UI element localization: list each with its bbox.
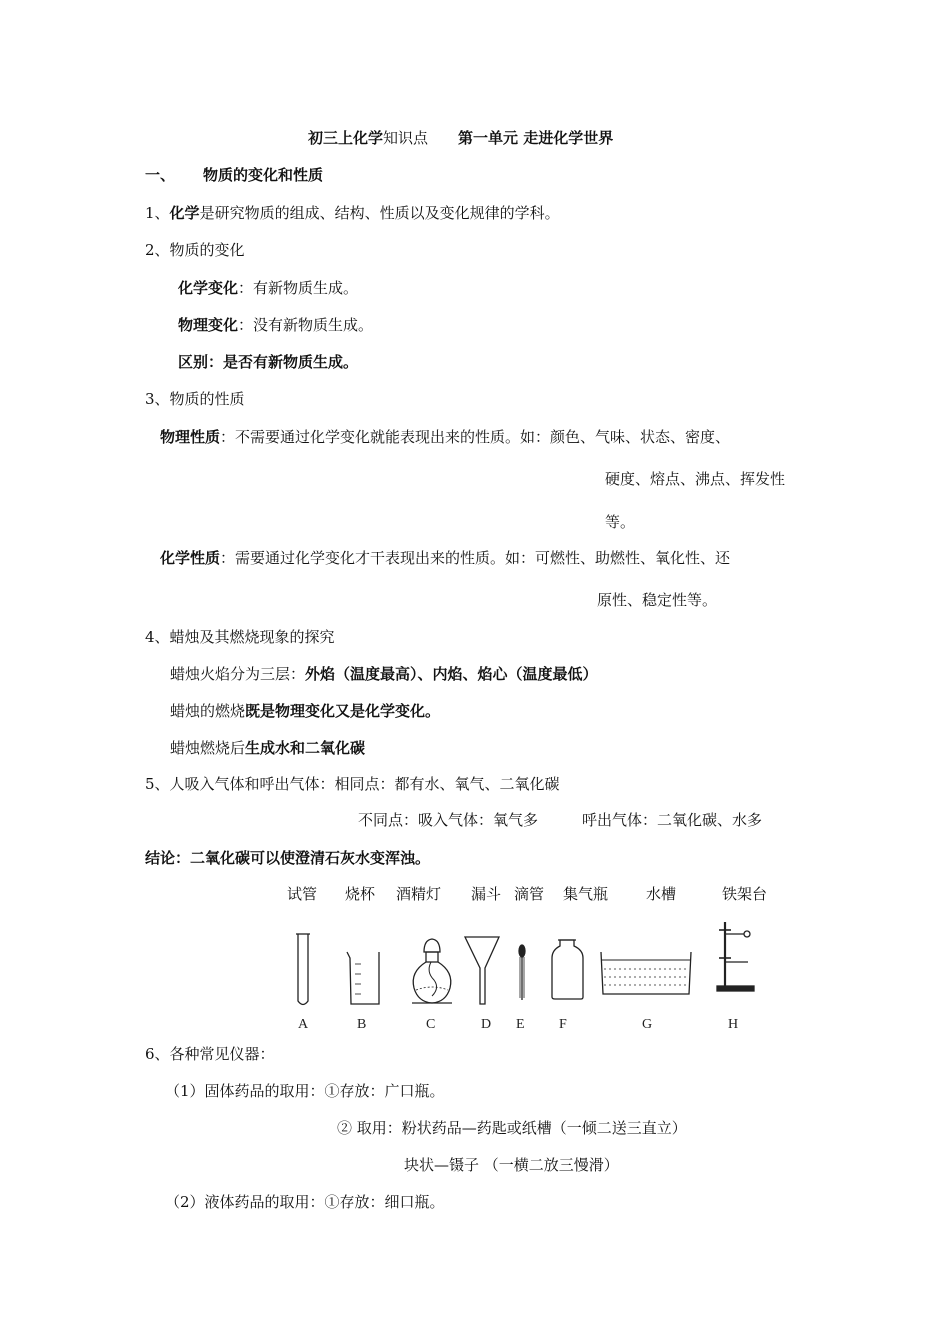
iron-stand-icon [717, 922, 754, 991]
phys-property-line3: 等。 [605, 513, 636, 531]
liquid-storage-line: （2）液体药品的取用：①存放：细口瓶。 [165, 1193, 445, 1211]
item5-exhale: 呼出气体：二氧化碳、水多 [582, 811, 763, 829]
flame-prefix: 蜡烛火焰分为三层： [170, 665, 306, 683]
apparatus-name-test-tube: 试管 [287, 885, 318, 903]
apparatus-letter-a: A [298, 1017, 309, 1032]
title-part2: 知识点 [383, 129, 429, 147]
chem-change-term: 化学变化 [178, 279, 239, 297]
apparatus-letter-g: G [642, 1017, 653, 1032]
flame-layers: 外焰（温度最高）、内焰、焰心（温度最低） [305, 665, 598, 683]
apparatus-letter-b: B [357, 1017, 367, 1032]
chem-change-text: ：有新物质生成。 [238, 279, 359, 297]
phys-property-text1: ：不需要通过化学变化就能表现出来的性质。如：颜色、气味、状态、密度、 [220, 428, 731, 446]
apparatus-name-gas-jar: 集气瓶 [563, 885, 609, 903]
section-title: 物质的变化和性质 [203, 166, 324, 184]
item5-inhale: 不同点：吸入气体：氧气多 [358, 811, 539, 829]
phys-property-term: 物理性质 [160, 428, 221, 446]
apparatus-letter-f: F [559, 1017, 567, 1032]
item6-label: 6、各种常见仪器： [145, 1045, 275, 1063]
burn-nature: 既是物理变化又是化学变化。 [245, 702, 441, 720]
apparatus-name-funnel: 漏斗 [471, 885, 502, 903]
chem-property-line2: 原性、稳定性等。 [597, 591, 718, 609]
phys-change-text: ：没有新物质生成。 [238, 316, 374, 334]
item3-label: 3、物质的性质 [145, 390, 245, 408]
chem-property-text1: ：需要通过化学变化才干表现出来的性质。如：可燃性、助燃性、氧化性、还 [220, 549, 731, 567]
after-prefix: 蜡烛燃烧后 [170, 739, 246, 757]
apparatus-name-water-trough: 水槽 [646, 885, 677, 903]
solid-powder-line: ② 取用：粉状药品—药匙或纸槽（一倾二送三直立） [337, 1119, 687, 1137]
title-part1: 初三上化学 [308, 129, 384, 147]
apparatus-letter-c: C [426, 1017, 436, 1032]
item5-line1: 5、人吸入气体和呼出气体：相同点：都有水、氧气、二氧化碳 [145, 775, 560, 793]
item1-term: 化学 [169, 204, 200, 222]
burn-products: 生成水和二氧化碳 [245, 739, 366, 757]
funnel-icon [465, 937, 499, 1004]
item1-number: 1、 [145, 204, 170, 222]
item1-text: 是研究物质的组成、结构、性质以及变化规律的学科。 [199, 204, 560, 222]
gas-jar-icon [552, 940, 583, 999]
apparatus-name-beaker: 烧杯 [345, 885, 376, 903]
burn-prefix: 蜡烛的燃烧 [170, 702, 246, 720]
item4-label: 4、蜡烛及其燃烧现象的探究 [145, 628, 335, 646]
beaker-icon [347, 952, 379, 1004]
dropper-icon [519, 945, 525, 1000]
title-part3: 第一单元 走进化学世界 [458, 129, 614, 147]
apparatus-letter-e: E [516, 1017, 525, 1032]
apparatus-name-alcohol-lamp: 酒精灯 [396, 885, 442, 903]
test-tube-icon [296, 934, 310, 1005]
alcohol-lamp-icon [412, 939, 452, 1003]
phys-change-term: 物理变化 [178, 316, 239, 334]
item2-label: 2、物质的变化 [145, 241, 245, 259]
water-trough-icon [601, 952, 691, 994]
solid-storage-line: （1）固体药品的取用：①存放：广口瓶。 [165, 1082, 445, 1100]
chem-property-term: 化学性质 [160, 549, 221, 567]
section-number: 一、 [145, 166, 176, 184]
apparatus-name-dropper: 滴管 [514, 885, 545, 903]
apparatus-name-iron-stand: 铁架台 [722, 885, 768, 903]
apparatus-letter-h: H [728, 1017, 739, 1032]
solid-block-line: 块状—镊子 （一横二放三慢滑） [404, 1156, 619, 1174]
conclusion: 结论：二氧化碳可以使澄清石灰水变浑浊。 [145, 849, 431, 867]
apparatus-letter-d: D [481, 1017, 492, 1032]
change-difference: 区别：是否有新物质生成。 [178, 353, 359, 371]
phys-property-line2: 硬度、熔点、沸点、挥发性 [605, 470, 786, 488]
